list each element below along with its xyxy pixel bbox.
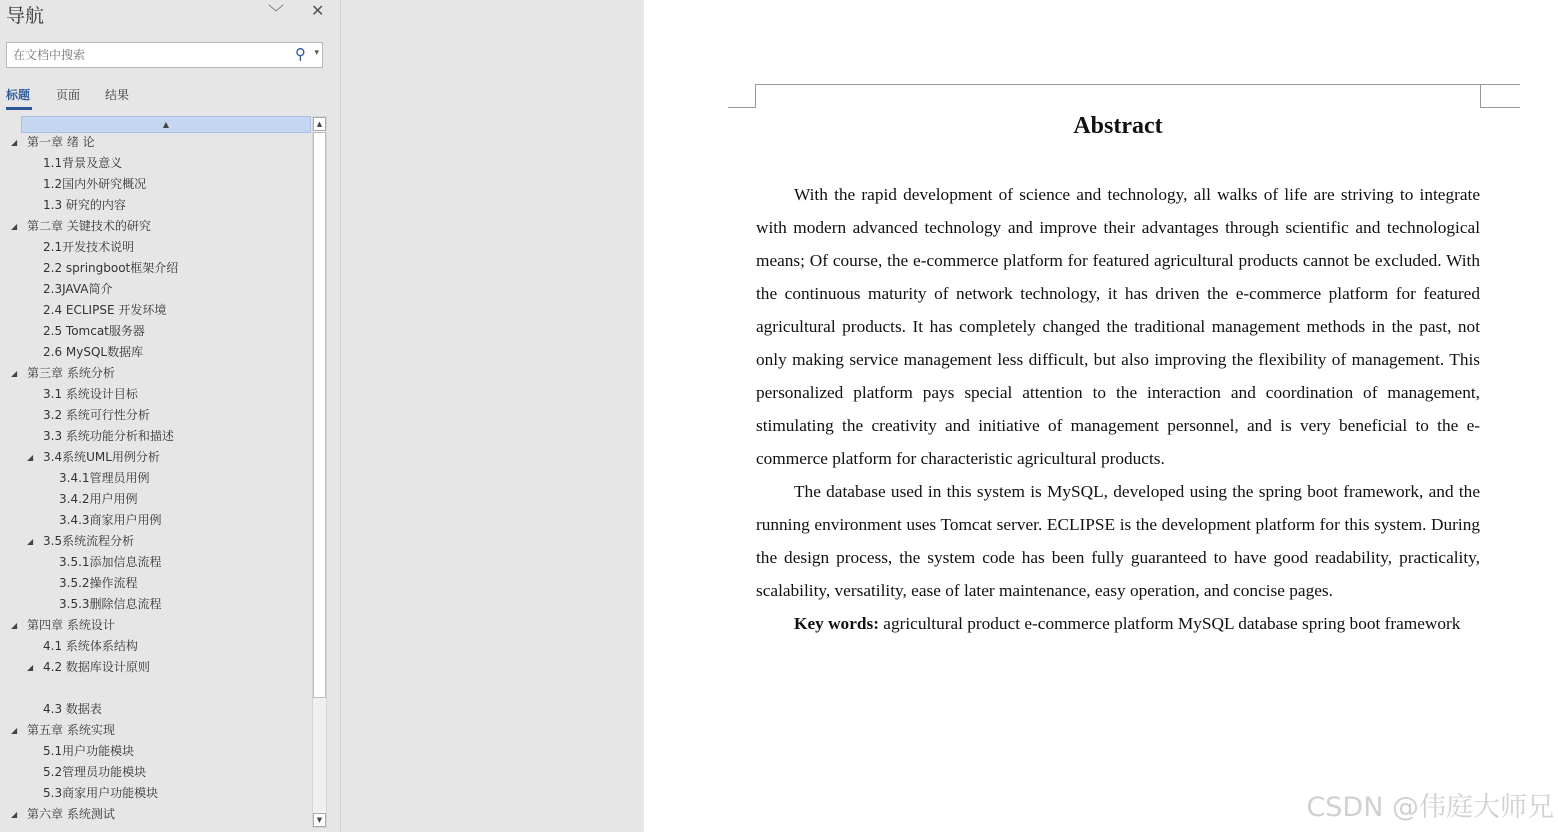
tree-item-label: 第四章 系统设计 — [27, 618, 115, 632]
tree-item-label: 3.2 系统可行性分析 — [43, 408, 150, 422]
abstract-title: Abstract — [1073, 113, 1163, 139]
tree-item[interactable] — [0, 195, 311, 216]
tree-item[interactable] — [0, 153, 311, 174]
tree-item-label: 3.1 系统设计目标 — [43, 387, 138, 401]
scroll-down-icon[interactable]: ▼ — [313, 813, 326, 827]
tab-pages[interactable]: 页面 — [56, 88, 81, 102]
tree-item-label: 2.3JAVA简介 — [43, 282, 113, 296]
tree-item-label: 2.5 Tomcat服务器 — [43, 324, 145, 338]
tree-item[interactable] — [0, 342, 311, 363]
tree-item-label: 3.5.2操作流程 — [59, 576, 138, 590]
tree-item-label: 2.1开发技术说明 — [43, 240, 135, 254]
tree-item[interactable] — [0, 405, 311, 426]
keywords: agricultural product e-commerce platform MySQL database spring boot framework — [878, 614, 1461, 633]
scrollbar-thumb[interactable] — [313, 132, 326, 698]
tree-item-label: 5.3商家用户功能模块 — [43, 786, 159, 800]
tree-item-label: 第六章 系统测试 — [27, 807, 115, 821]
watermark: CSDN @伟庭大师兄 — [1306, 792, 1554, 823]
chevron-down-icon[interactable]: ▾ — [314, 48, 319, 58]
tree-item[interactable] — [0, 762, 311, 783]
tree-item[interactable] — [0, 510, 311, 531]
tree-item-label: 3.5.1添加信息流程 — [59, 555, 162, 569]
tree-item[interactable] — [0, 594, 311, 615]
keywords-label: Key words: — [794, 614, 879, 633]
tree-item-label: 3.5系统流程分析 — [43, 534, 135, 548]
crop-mark — [1480, 84, 1520, 108]
tree-item[interactable] — [0, 783, 311, 804]
search-icon[interactable]: ⚲ — [295, 45, 306, 63]
tree-item[interactable] — [0, 258, 311, 279]
expand-triangle-icon[interactable]: ◢ — [11, 222, 18, 231]
tree-item-label: 2.2 springboot框架介绍 — [43, 261, 179, 275]
tree-item[interactable] — [0, 699, 311, 720]
tree-item[interactable] — [0, 132, 311, 153]
search-box[interactable] — [6, 42, 323, 68]
tree-item[interactable] — [0, 531, 311, 552]
expand-triangle-icon[interactable]: ◢ — [11, 810, 18, 819]
tree-item[interactable] — [0, 615, 311, 636]
nav-title: 导航 — [6, 5, 45, 27]
tree-item-label: 第三章 系统分析 — [27, 366, 115, 380]
scroll-up-icon[interactable]: ▲ — [313, 117, 326, 131]
tree-item[interactable] — [0, 741, 311, 762]
tree-item[interactable] — [0, 636, 311, 657]
paragraph: The database used in this system is MySQL, developed using the spring boot framework, and the running environment uses Tomcat server. ECLIPSE is the development platform for this system. During the design process, the system code has been fully guaranteed to have good readability, practicality, scalability, versatility, ease of later maintenance, easy operation, and concise pages. — [756, 482, 1480, 600]
tree-item[interactable] — [0, 426, 311, 447]
tree-item[interactable] — [0, 489, 311, 510]
expand-triangle-icon[interactable]: ◢ — [11, 369, 18, 378]
tree-item[interactable] — [0, 321, 311, 342]
tree-item-label: 1.2国内外研究概况 — [43, 177, 147, 191]
tree-item[interactable] — [0, 237, 311, 258]
tree-item-label: 3.5.3删除信息流程 — [59, 597, 162, 611]
tab-headings[interactable]: 标题 — [6, 88, 31, 102]
keywords-paragraph — [756, 607, 1480, 640]
paragraph: With the rapid development of science and technology, all walks of life are striving to integrate with modern advanced technology and improve their advantages through scientific and technological means; Of course, the e-commerce platform for featured agricultural products cannot be excluded. With the continuous maturity of network technology, it has driven the e-commerce platform for featured agricultural products. It has completely changed the traditional management methods in the past, not only making service management less difficult, but also improving the flexibility of management. This personalized platform pays special attention to the interaction and coordination of management, stimulating the creativity and initiative of management personnel, and is very beneficial to the e-commerce platform for characteristic agricultural products. — [756, 185, 1480, 468]
tree-item-label: 3.4.2用户用例 — [59, 492, 138, 506]
tree-item[interactable] — [0, 573, 311, 594]
tree-item-label: 3.4.3商家用户用例 — [59, 513, 162, 527]
close-icon[interactable]: ✕ — [311, 1, 325, 20]
tree-item[interactable] — [0, 720, 311, 741]
tree-item[interactable] — [0, 678, 311, 699]
header-line — [756, 84, 1480, 85]
tree-item-label: 1.3 研究的内容 — [43, 198, 126, 212]
tree-item-label: 第一章 绪 论 — [27, 135, 95, 149]
tree-item-label: 第五章 系统实现 — [27, 723, 115, 737]
tree-item[interactable] — [0, 216, 311, 237]
tree-item-label: 2.6 MySQL数据库 — [43, 345, 144, 359]
document-page — [644, 0, 1558, 832]
tree-item-label: 4.3 数据表 — [43, 702, 102, 716]
tree-item[interactable] — [0, 657, 311, 678]
tree-item-label: 5.1用户功能模块 — [43, 744, 135, 758]
tree-item[interactable] — [0, 447, 311, 468]
tab-results[interactable]: 结果 — [105, 88, 130, 102]
tree-item-label: 第二章 关键技术的研究 — [27, 219, 151, 233]
tree-item[interactable] — [0, 300, 311, 321]
active-tab-indicator — [6, 107, 32, 110]
expand-triangle-icon[interactable]: ◢ — [11, 726, 18, 735]
tree-item[interactable] — [0, 384, 311, 405]
document-body[interactable] — [756, 108, 1480, 640]
scrollbar[interactable] — [312, 116, 327, 828]
tree-item[interactable] — [0, 363, 311, 384]
expand-triangle-icon[interactable]: ◢ — [27, 537, 34, 546]
tree-item[interactable] — [0, 279, 311, 300]
tree-item-label: 3.3 系统功能分析和描述 — [43, 429, 174, 443]
tree-item-label: 4.1 系统体系结构 — [43, 639, 138, 653]
expand-triangle-icon[interactable]: ◢ — [11, 621, 18, 630]
collapse-all-button[interactable]: ▲ — [21, 116, 311, 133]
expand-triangle-icon[interactable]: ◢ — [27, 663, 34, 672]
tree-item-label: 5.2管理员功能模块 — [43, 765, 147, 779]
chevron-down-icon[interactable]: ﹀ — [268, 3, 285, 22]
tree-item-label: 3.4.1管理员用例 — [59, 471, 150, 485]
tree-item-label: 4.2 数据库设计原则 — [43, 660, 150, 674]
heading-tree — [0, 132, 311, 825]
tree-item-label: 2.4 ECLIPSE 开发环境 — [43, 303, 167, 317]
crop-mark — [728, 84, 756, 108]
tree-item[interactable] — [0, 468, 311, 489]
search-input[interactable] — [7, 43, 287, 67]
tree-item-label: 1.1背景及意义 — [43, 156, 123, 170]
tree-item-label: 3.4系统UML用例分析 — [43, 450, 160, 464]
expand-triangle-icon[interactable]: ◢ — [11, 138, 18, 147]
tree-item[interactable] — [0, 174, 311, 195]
navigation-pane — [0, 0, 341, 832]
tree-item[interactable] — [0, 552, 311, 573]
expand-triangle-icon[interactable]: ◢ — [27, 453, 34, 462]
tree-item[interactable] — [0, 804, 311, 825]
